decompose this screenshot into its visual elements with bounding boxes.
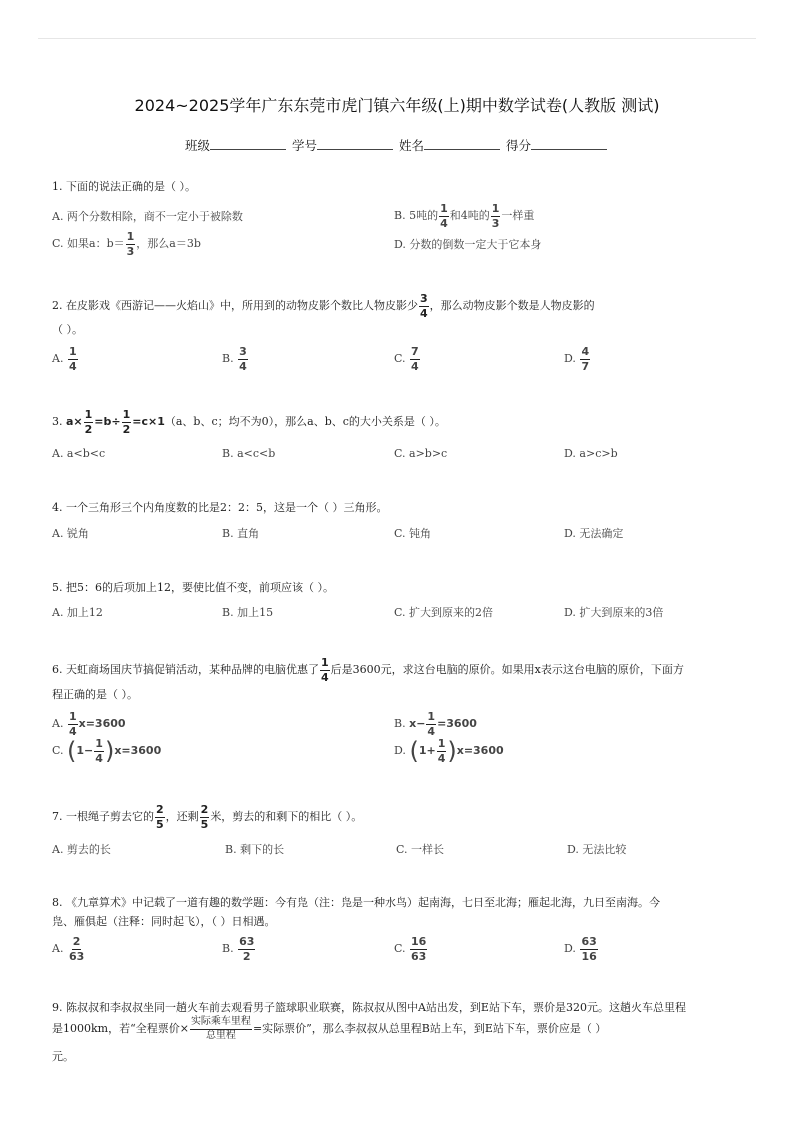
q6-b-label: B. [394,717,406,731]
q7-option-c[interactable]: C. 一样长 [396,843,445,856]
question-8-stem-line2: 凫、雁俱起（注释：同时起飞），（ ）日相遇。 [52,915,276,928]
q7-stem-text-3: 米，剪去的和剩下的相比（ ）。 [210,810,363,824]
q1-c-text-2: ，那么a＝3b [136,237,201,251]
question-2-stem-line2: （ ）。 [52,323,83,336]
q3-option-c[interactable]: C. a>b>c [394,447,448,460]
question-7-stem [52,804,362,830]
q3-expr-3: =c×1 [132,415,165,429]
q2-option-a[interactable] [52,346,79,372]
q2-option-c[interactable] [394,346,421,372]
q5-option-d[interactable]: D. 扩大到原来的3倍 [564,606,664,619]
student-id-field[interactable] [317,138,393,150]
q8-d-fraction: $\frac{63}{16}$ [581,935,597,963]
q6-d-label: D. [394,744,406,758]
q7-option-b[interactable]: B. 剩下的长 [225,843,285,856]
q5-option-a[interactable]: A. 加上12 [52,606,103,619]
score-label: 得分 [505,138,531,153]
q3-option-b[interactable]: B. a<c<b [222,447,276,460]
q2-option-b[interactable] [222,346,249,372]
q5-option-c[interactable]: C. 扩大到原来的2倍 [394,606,494,619]
q8-a-fraction: $\frac{2}{63}$ [68,935,85,963]
q6-b-fraction: $\frac{1}{4}$ [427,710,436,738]
q2-d-fraction: $\frac{4}{7}$ [581,345,590,373]
q6-d-fraction: $\frac{1}{4}$ [437,737,446,765]
q2-stem-text-2: ，那么动物皮影个数是人物皮影的 [429,299,595,313]
question-6-stem [52,657,684,683]
q2-a-fraction: $\frac{1}{4}$ [68,345,77,373]
q6-c-expr-2: x=3600 [114,744,162,758]
q8-b-label: B. [222,942,234,956]
q8-option-a[interactable] [52,936,86,962]
q8-option-d[interactable] [564,936,599,962]
question-9-stem: 9. 陈叔叔和李叔叔坐同一趟火车前去观看男子篮球职业联赛，陈叔叔从图中A站出发，到E站下车，票价是320元。这趟火车总里程 [52,1001,686,1014]
q6-option-c[interactable]: C. (1− $\frac{1}{4}$ )x=3600 [52,737,162,766]
q1-option-d[interactable]: D. 分数的倒数一定大于它本身 [394,238,542,251]
q1-b-text-1: B. 5吨的 [394,209,439,223]
q1-option-c[interactable] [52,231,201,257]
student-info-line [0,136,794,154]
q1-option-b[interactable] [394,203,534,229]
q6-c-label: C. [52,744,64,758]
q2-stem-fraction: $\frac{3}{4}$ [420,292,428,320]
q1-b-fraction-2: $\frac{1}{3}$ [491,202,500,230]
q2-stem-text-1: 2. 在皮影戏《西游记——火焰山》中，所用到的动物皮影个数比人物皮影少 [52,299,418,313]
q8-b-fraction: $\frac{63}{2}$ [239,935,255,963]
q1-b-text-3: 一样重 [501,209,535,223]
q7-fraction-1: $\frac{2}{5}$ [156,803,164,831]
q4-option-a[interactable]: A. 锐角 [52,527,89,540]
page-title: 2024~2025学年广东东莞市虎门镇六年级(上)期中数学试卷(人教版 测试) [134,96,660,115]
q7-fraction-2: $\frac{2}{5}$ [200,803,209,831]
q2-b-fraction: $\frac{3}{4}$ [239,345,247,373]
q8-c-fraction: $\frac{16}{63}$ [411,935,427,963]
q2-b-label: B. [222,352,234,366]
q6-stem-text-2: 后是3600元，求这台电脑的原价。如果用x表示这台电脑的原价，下面方 [330,663,684,677]
q7-stem-text-1: 7. 一根绳子剪去它的 [52,810,154,824]
q3-fraction-2: $\frac{1}{2}$ [122,408,131,436]
q9-stem-text-2: =实际票价”，那么李叔叔从总里程B站上车，到E站下车，票价应是（ ） [252,1022,607,1035]
q3-stem-text: （a、b、c；均不为0），那么a、b、c的大小关系是（ ）。 [164,415,446,429]
q6-c-fraction: $\frac{1}{4}$ [95,737,103,765]
q8-option-b[interactable] [222,936,256,962]
q2-c-label: C. [394,352,406,366]
q1-b-text-2: 和4吨的 [449,209,490,223]
q7-stem-text-2: ，还剩 [165,810,199,824]
q7-option-d[interactable]: D. 无法比较 [567,843,627,856]
q4-option-b[interactable]: B. 直角 [222,527,260,540]
q6-stem-fraction: $\frac{1}{4}$ [321,656,329,684]
question-4-stem: 4. 一个三角形三个内角度数的比是2：2：5，这是一个（ ）三角形。 [52,501,388,514]
q6-d-expr-1: 1+ [418,744,436,758]
q2-a-label: A. [52,352,64,366]
q6-a-label: A. [52,717,64,731]
name-field[interactable] [424,138,500,150]
q6-stem-text-1: 6. 天虹商场国庆节搞促销活动，某种品牌的电脑优惠了 [52,663,319,677]
student-id-label: 学号 [291,138,317,153]
q6-b-expr-1: x− [409,717,426,731]
q3-prefix: 3. [52,415,66,429]
class-field[interactable] [210,138,286,150]
q8-d-label: D. [564,942,576,956]
q6-c-expr-1: 1− [76,744,94,758]
q6-option-a[interactable] [52,711,126,737]
score-field[interactable] [531,138,607,150]
question-3-stem [52,409,446,435]
q1-b-fraction-1: $\frac{1}{4}$ [440,202,448,230]
q9-fraction: $\frac{\text{实际乘车里程}}{\text{总里程}}$ [190,1016,251,1041]
q5-option-b[interactable]: B. 加上15 [222,606,274,619]
q1-c-text-1: C. 如果a：b＝ [52,237,125,251]
q1-c-fraction: $\frac{1}{3}$ [126,230,135,258]
q4-option-d[interactable]: D. 无法确定 [564,527,624,540]
q6-option-d[interactable]: D. (1+ $\frac{1}{4}$ )x=3600 [394,737,504,766]
q6-d-expr-2: x=3600 [456,744,504,758]
name-label: 姓名 [398,138,424,153]
q6-a-fraction: $\frac{1}{4}$ [68,710,77,738]
top-rule [38,38,756,39]
q8-option-c[interactable] [394,936,428,962]
q3-expr-1: a× [66,415,83,429]
question-8-stem: 8. 《九章算术》中记载了一道有趣的数学题：今有凫（注：凫是一种水鸟）起南海，七日至北海；雁起北海，九日至南海。今 [52,896,660,909]
question-6-stem-line2: 程正确的是（ ）。 [52,688,138,701]
q3-expr-2: =b÷ [94,415,121,429]
q1-option-a[interactable]: A. 两个分数相除，商不一定小于被除数 [52,210,243,223]
question-2-stem [52,293,595,319]
q7-option-a[interactable]: A. 剪去的长 [52,843,111,856]
q3-fraction-1: $\frac{1}{2}$ [84,408,93,436]
question-9-stem-line3: 元。 [52,1050,74,1063]
q2-option-d[interactable] [564,346,591,372]
q2-c-fraction: $\frac{7}{4}$ [411,345,419,373]
q8-a-label: A. [52,942,64,956]
question-5-stem: 5. 把5：6的后项加上12，要使比值不变，前项应该（ ）。 [52,581,334,594]
q2-d-label: D. [564,352,576,366]
q3-option-a[interactable]: A. a<b<c [52,447,106,460]
question-9-stem-line2 [52,1017,606,1041]
class-label: 班级 [184,138,210,153]
q8-c-label: C. [394,942,406,956]
q4-option-c[interactable]: C. 钝角 [394,527,432,540]
q3-option-d[interactable]: D. a>c>b [564,447,618,460]
q6-option-b[interactable] [394,711,477,737]
question-1-stem: 1. 下面的说法正确的是（ ）。 [52,180,196,193]
q9-stem-text-1: 是1000km，若“全程票价× [52,1022,189,1035]
q6-b-expr-2: =3600 [437,717,477,731]
q6-a-expr: x=3600 [78,717,126,731]
